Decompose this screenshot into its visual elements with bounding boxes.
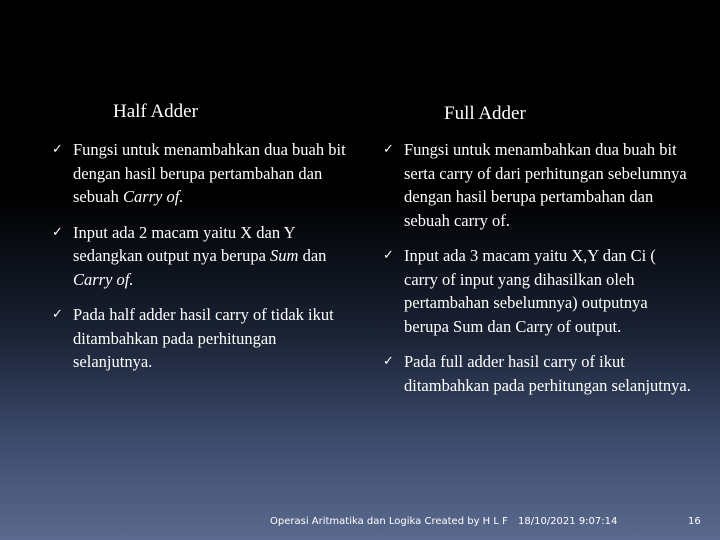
- check-icon: ✓: [52, 224, 63, 240]
- footer-date: 18/10/2021 9:07:14: [518, 516, 618, 527]
- full-adder-title: Full Adder: [444, 103, 526, 124]
- footer-credit: Operasi Aritmatika dan Logika Created by H L F: [270, 516, 508, 527]
- check-icon: ✓: [383, 354, 394, 369]
- full-adder-bullet-2: ✓ Input ada 3 macam yaitu X,Y dan Ci ( carry of input yang dihasilkan oleh pertambahan sebelumnya) outputnya berupa Sum dan Carry of output.: [383, 246, 656, 336]
- half-adder-bullet-1: ✓ Fungsi untuk menambahkan dua buah bit dengan hasil berupa pertambahan dan sebuah Carry of.: [52, 140, 346, 206]
- check-icon: ✓: [383, 248, 394, 263]
- full-adder-bullet-3: ✓ Pada full adder hasil carry of ikut ditambahkan pada perhitungan selanjutnya.: [383, 352, 691, 395]
- half-adder-bullet-3: ✓ Pada half adder hasil carry of tidak ikut ditambahkan pada perhitungan selanjutnya.: [52, 305, 334, 371]
- slide-number: 16: [688, 516, 701, 527]
- check-icon: ✓: [52, 307, 63, 322]
- half-adder-title: Half Adder: [113, 101, 198, 122]
- half-adder-bullets: [52, 138, 357, 386]
- check-icon: ✓: [383, 142, 394, 157]
- check-icon: ✓: [52, 142, 63, 157]
- half-adder-bullet-2: ✓ Input ada 2 macam yaitu X dan Y sedangkan output nya berupa Sum dan Carry of.: [52, 222, 327, 289]
- full-adder-bullets: [383, 138, 693, 409]
- full-adder-bullet-1: ✓ Fungsi untuk menambahkan dua buah bit serta carry of dari perhitungan sebelumnya dengan hasil berupa pertambahan dan sebuah carry of.: [383, 140, 687, 230]
